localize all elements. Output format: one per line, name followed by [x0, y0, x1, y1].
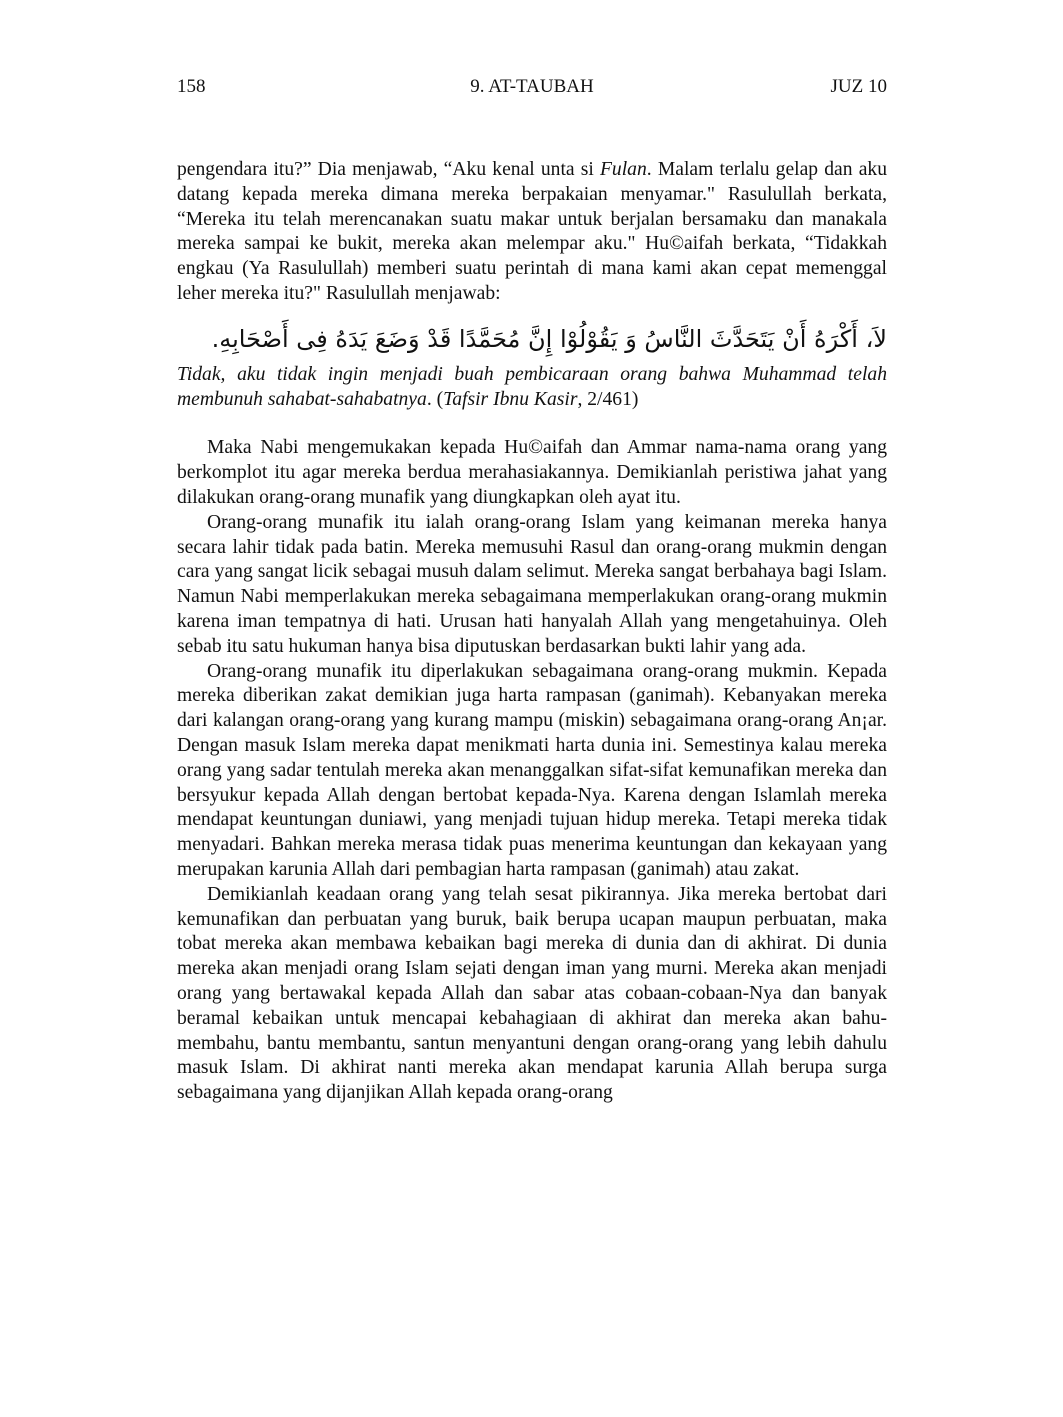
- paragraph: Orang-orang munafik itu diperlakukan sebagaimana orang-orang mukmin. Kepada mereka diberikan zakat demikian juga harta rampasan (ganimah). Kebanyakan mereka dari kalangan orang-orang yang kurang mampu (miskin) sebagaimana orang-orang An¡ar. Dengan masuk Islam mereka dapat menikmati harta dunia ini. Semestinya kalau mereka orang yang sadar tentulah mereka akan menanggalkan sifat-sifat kemunafikan mereka dan bersyukur kepada Allah dengan bertobat kepada-Nya. Karena dengan Islamlah mereka mendapat keuntungan duniawi, yang menjadi tujuan hidup mereka. Tetapi mereka tidak menyadari. Bahkan mereka merasa tidak puas menerima keuntungan dan kekayaan yang merupakan karunia Allah dari pembagian harta rampasan (ganimah) atau zakat.: [177, 660, 887, 880]
- paragraph-continuation: [177, 158, 887, 307]
- translation-punct: . (: [426, 388, 444, 410]
- juz-label: JUZ 10: [830, 76, 887, 97]
- source-title: Tafsir Ibnu Kasir: [443, 388, 578, 410]
- paragraph: Orang-orang munafik itu ialah orang-orang Islam yang keimanan mereka hanya secara lahir tidak pada batin. Mereka memusuhi Rasul dan orang-orang mukmin dengan cara yang sangat licik sebagai musuh dalam selimut. Mereka sangat berbahaya bagi Islam. Namun Nabi memperlakukan mereka sebagaimana memperlakukan orang-orang mukmin karena iman tempatnya di hati. Urusan hati hanyalah Allah yang mengetahuinya. Oleh sebab itu satu hukuman hanya bisa diputuskan berdasarkan bukti lahir yang ada.: [177, 511, 887, 657]
- paragraph-text: pengendara itu?” Dia menjawab, “Aku kenal unta si: [177, 159, 600, 180]
- paragraph: Maka Nabi mengemukakan kepada Hu©aifah dan Ammar nama-nama orang yang berkomplot itu agar mereka berdua merahasiakannya. Demikianlah peristiwa jahat yang dilakukan orang-orang munafik yang diungkapkan oleh ayat itu.: [177, 437, 887, 508]
- page-body: [177, 158, 887, 1106]
- source-reference: , 2/461): [577, 388, 639, 410]
- emphasized-name: Fulan: [599, 159, 647, 180]
- page-header: [177, 76, 887, 100]
- arabic-translation: [177, 363, 887, 413]
- chapter-title: 9. AT-TAUBAH: [470, 76, 594, 97]
- paragraph: Demikianlah keadaan orang yang telah sesat pikirannya. Jika mereka bertobat dari kemunafikan dan perbuatan yang buruk, baik berupa ucapan maupun perbuatan, maka tobat mereka akan membawa kebaikan bagi mereka di dunia dan di akhirat. Di dunia mereka akan menjadi orang Islam sejati dengan iman yang murni. Mereka akan menjadi orang yang bertawakal kepada Allah dan sabar atas cobaan-cobaan-Nya dan banyak beramal kebaikan untuk mencapai kebahagiaan di akhirat dan mereka akan bahu-membahu, bantu membantu, santun menyantuni dengan orang-orang yang lebih dahulu masuk Islam. Di akhirat nanti mereka akan mendapat karunia Allah berupa surga sebagaimana yang dijanjikan Allah kepada orang-orang: [177, 883, 887, 1104]
- translation-text: Tidak, aku tidak ingin menjadi buah pembicaraan orang bahwa Muhammad telah membunuh sahabat-sahabatnya: [177, 363, 887, 410]
- paragraph-text: . Malam terlalu gelap dan aku datang kepada mereka dimana mereka berpakaian menyamar." Rasulullah berkata, “Mereka itu telah merencanakan suatu makar untuk berjalan bersamaku dan manakala mereka sampai ke bukit, mereka akan melempar aku." Hu©aifah berkata, “Tidakkah engkau (Ya Rasulullah) memberi suatu perintah di mana kami akan cepat memenggal leher mereka itu?" Rasulullah menjawab:: [177, 159, 887, 304]
- arabic-quote: لاَ، أَكْرَهُ أَنْ يَتَحَدَّثَ النَّاسُ وَ يَقُوْلُوْا إِنَّ مُحَمَّدًا قَدْ وَضَعَ يَدَهُ فِى أَصْحَابِهِ.: [211, 324, 887, 353]
- page-number: 158: [177, 76, 206, 97]
